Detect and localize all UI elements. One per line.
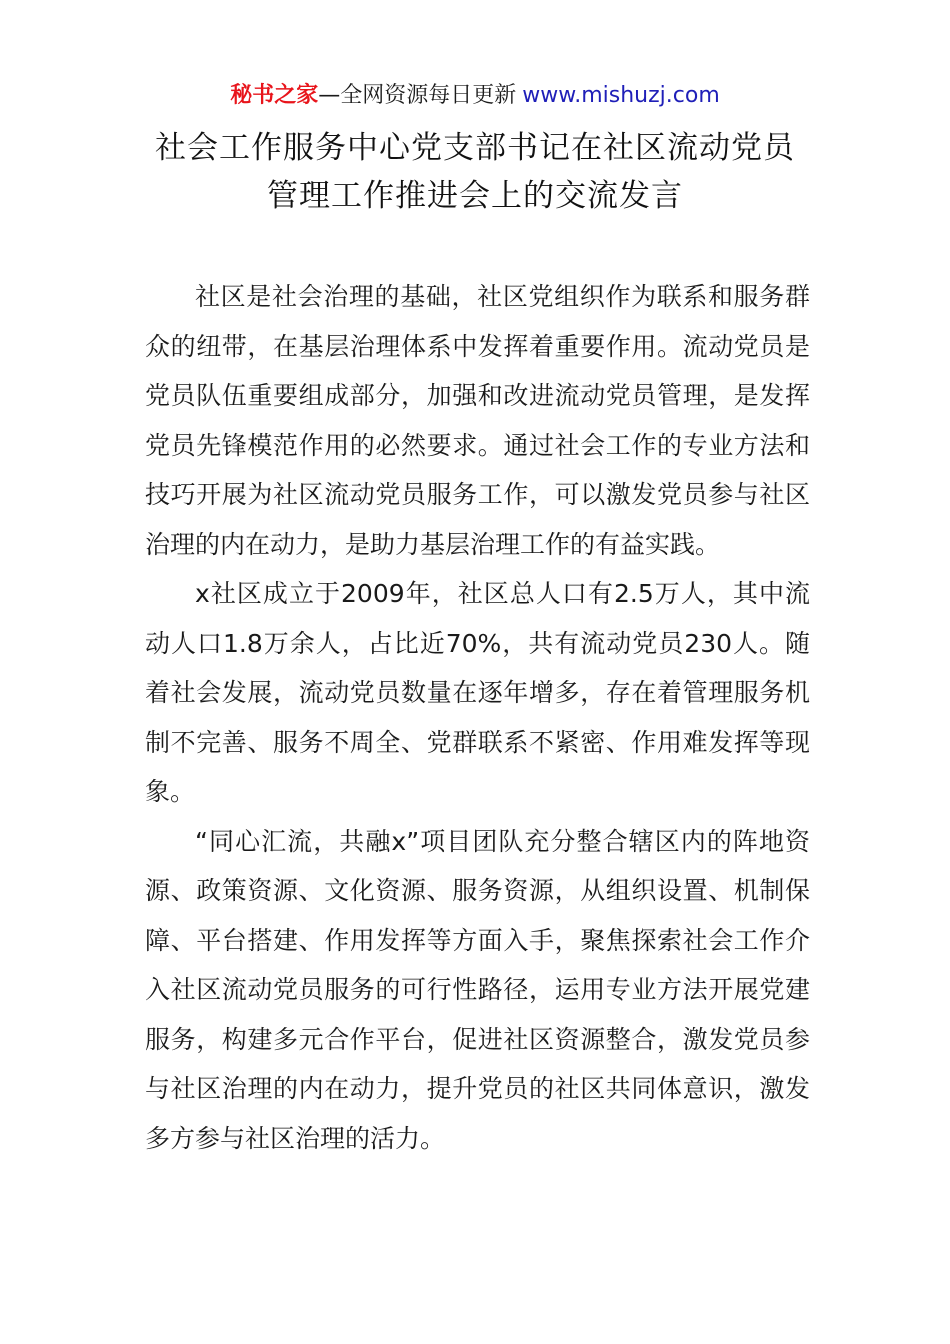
document-body [145,272,810,1163]
document-title [0,124,950,220]
title-line-2: 管理工作推进会上的交流发言 [267,178,683,214]
site-url-link[interactable]: www.mishuzj.com [522,83,720,108]
paragraph-1: 社区是社会治理的基础，社区党组织作为联系和服务群众的纽带，在基层治理体系中发挥着重要作用。流动党员是党员队伍重要组成部分，加强和改进流动党员管理，是发挥党员先锋模范作用的必然要求。通过社会工作的专业方法和技巧开展为社区流动党员服务工作，可以激发党员参与社区治理的内在动力，是助力基层治理工作的有益实践。 [145,282,810,559]
paragraph-2: x社区成立于2009年，社区总人口有2.5万人，其中流动人口1.8万余人，占比近70%，共有流动党员230人。随着社会发展，流动党员数量在逐年增多，存在着管理服务机制不完善、服务不周全、党群联系不紧密、作用难发挥等现象。 [145,579,810,806]
title-line-1: 社会工作服务中心党支部书记在社区流动党员 [155,130,795,166]
header-tagline: —全网资源每日更新 [318,83,517,108]
paragraph-3: “同心汇流，共融x”项目团队充分整合辖区内的阵地资源、政策资源、文化资源、服务资源，从组织设置、机制保障、平台搭建、作用发挥等方面入手，聚焦探索社会工作介入社区流动党员服务的可行性路径，运用专业方法开展党建服务，构建多元合作平台，促进社区资源整合，激发党员参与社区治理的内在动力，提升党员的社区共同体意识，激发多方参与社区治理的活力。 [145,826,810,1153]
site-header [0,78,950,114]
brand-name: 秘书之家 [230,83,319,108]
